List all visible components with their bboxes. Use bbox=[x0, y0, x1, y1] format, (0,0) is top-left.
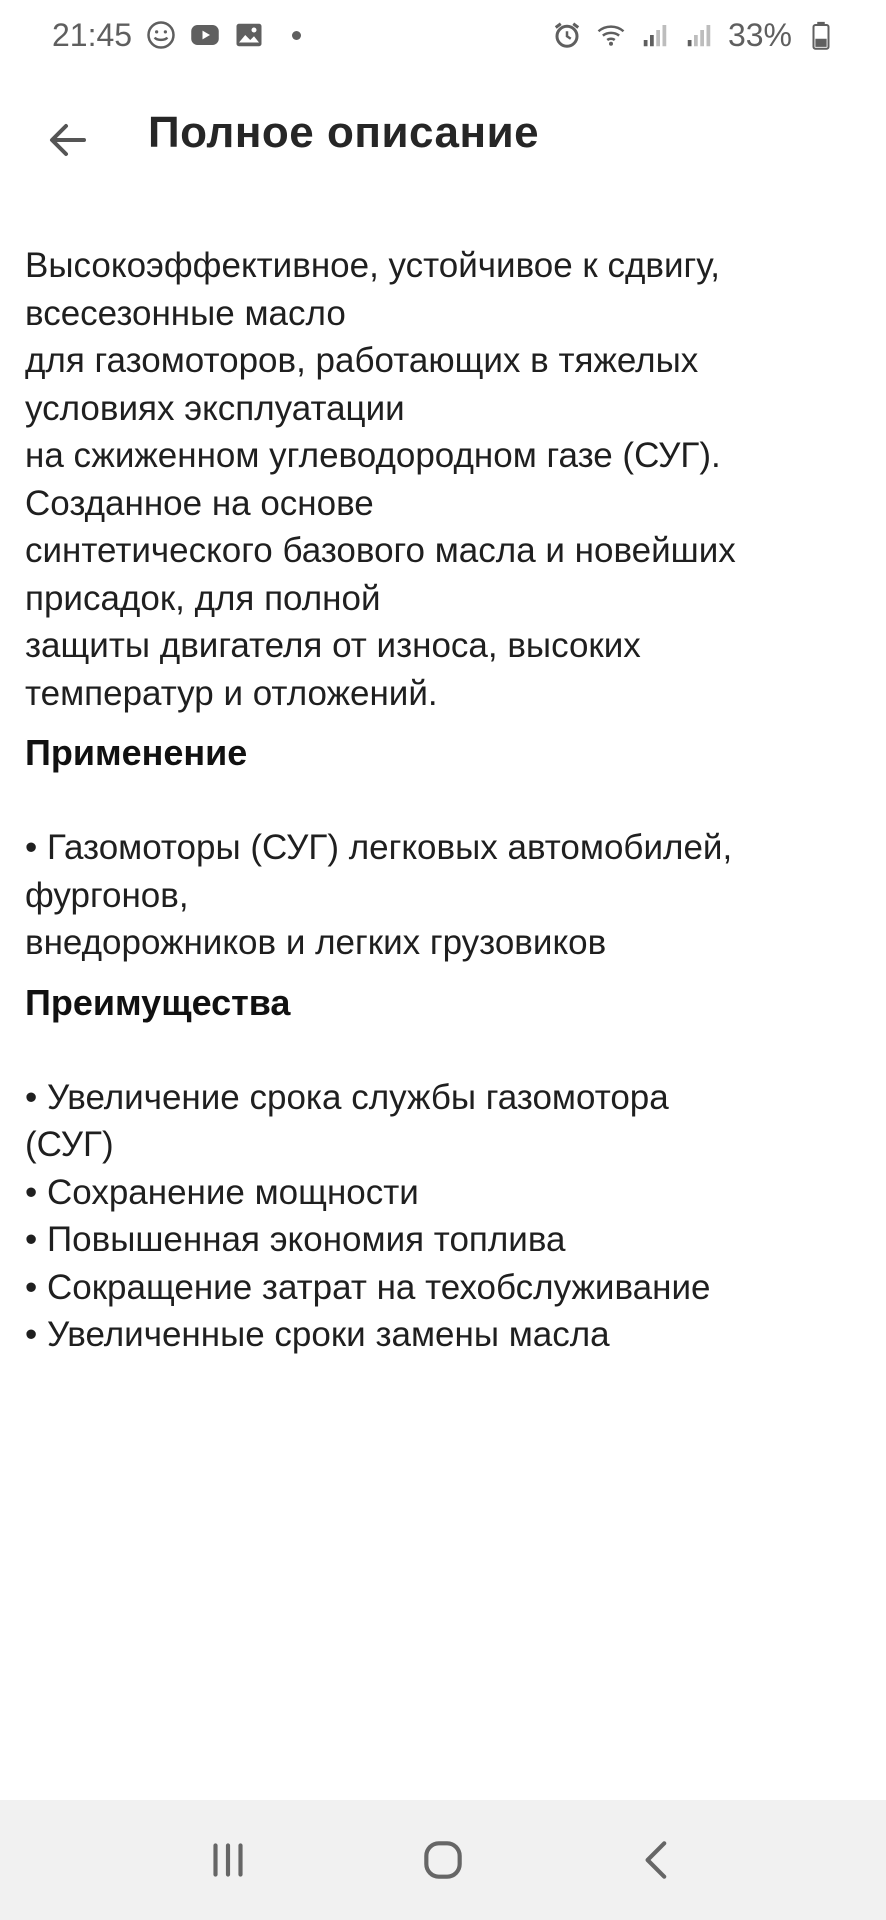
description-paragraph bbox=[25, 242, 861, 717]
signal-icon-2 bbox=[684, 20, 714, 50]
recent-apps-button[interactable] bbox=[188, 1820, 268, 1900]
emoji-icon bbox=[146, 20, 176, 50]
description-line: на сжиженном углеводородном газе (СУГ). bbox=[25, 436, 721, 475]
advantage-line: • Сокращение затрат на техобслуживание bbox=[25, 1267, 711, 1307]
advantage-line: • Увеличенные сроки замены масла bbox=[25, 1315, 610, 1354]
back-button[interactable] bbox=[38, 110, 98, 170]
advantage-line: (СУГ) bbox=[25, 1125, 114, 1164]
description-line: всесезонные масло bbox=[25, 293, 346, 333]
description-line: условиях эксплуатации bbox=[25, 388, 405, 428]
youtube-icon bbox=[190, 20, 220, 50]
description-line: синтетического базового масла и новейших bbox=[25, 531, 736, 570]
spacer bbox=[25, 777, 861, 825]
status-bar bbox=[0, 0, 886, 70]
application-heading: Применение bbox=[25, 732, 248, 773]
arrow-left-icon bbox=[44, 116, 92, 164]
advantages-list bbox=[25, 1074, 861, 1359]
description-line: защиты двигателя от износа, высоких bbox=[25, 626, 641, 665]
app-bar bbox=[0, 90, 886, 186]
application-line: • Газомоторы (СУГ) легковых автомобилей, bbox=[25, 828, 733, 867]
back-nav-icon bbox=[633, 1835, 683, 1885]
spacer bbox=[25, 1026, 861, 1074]
recent-apps-icon bbox=[203, 1835, 253, 1885]
status-time: 21:45 bbox=[52, 16, 133, 53]
status-left bbox=[52, 17, 301, 54]
advantages-heading: Преимущества bbox=[25, 981, 291, 1023]
page-title: Полное описание bbox=[148, 108, 540, 157]
description-line: Высокоэффективное, устойчивое к сдвигу, bbox=[25, 246, 721, 285]
notification-dot-icon bbox=[292, 31, 301, 40]
gallery-icon bbox=[234, 20, 264, 50]
battery-icon bbox=[806, 20, 836, 50]
alarm-icon bbox=[552, 20, 582, 50]
application-line: внедорожников и легких грузовиков bbox=[25, 923, 607, 962]
description-line: присадок, для полной bbox=[25, 578, 381, 618]
application-list bbox=[25, 824, 861, 967]
status-right bbox=[552, 17, 836, 54]
advantage-line: • Сохранение мощности bbox=[25, 1172, 419, 1212]
wifi-icon bbox=[596, 20, 626, 50]
description-content bbox=[25, 242, 861, 1359]
advantage-line: • Повышенная экономия топлива bbox=[25, 1220, 566, 1259]
description-line: Созданное на основе bbox=[25, 483, 374, 523]
battery-percent: 33% bbox=[727, 16, 792, 53]
description-line: температур и отложений. bbox=[25, 673, 438, 713]
back-nav-button[interactable] bbox=[618, 1820, 698, 1900]
home-icon bbox=[418, 1835, 468, 1885]
advantage-line: • Увеличение срока службы газомотора bbox=[25, 1077, 669, 1117]
system-nav-bar bbox=[0, 1800, 886, 1920]
description-line: для газомоторов, работающих в тяжелых bbox=[25, 341, 699, 380]
home-button[interactable] bbox=[403, 1820, 483, 1900]
signal-icon bbox=[640, 20, 670, 50]
application-line: фургонов, bbox=[25, 875, 189, 915]
